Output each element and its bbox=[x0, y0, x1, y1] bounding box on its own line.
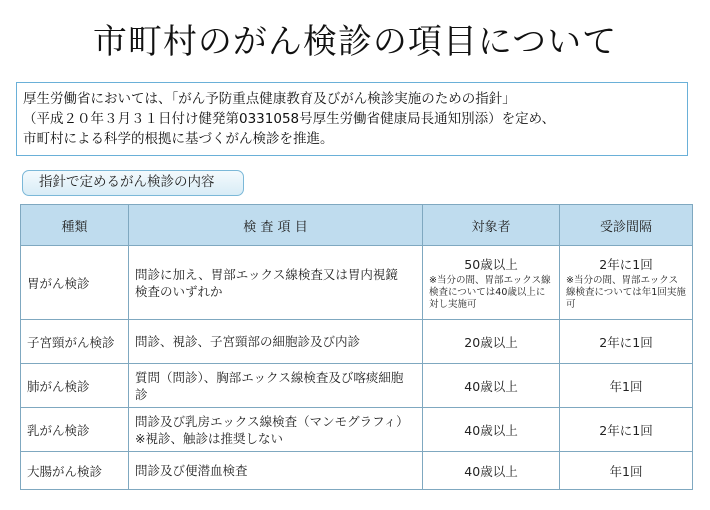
section-label: 指針で定めるがん検診の内容 bbox=[22, 170, 244, 196]
row-type: 大腸がん検診 bbox=[21, 452, 129, 490]
row-items-line-2: ※視診、触診は推奨しない bbox=[135, 430, 283, 446]
header-target: 対象者 bbox=[423, 205, 560, 246]
table-row bbox=[21, 320, 693, 364]
row-items bbox=[129, 452, 423, 490]
row-interval: 年1回 bbox=[560, 364, 693, 408]
row-target: 40歳以上 bbox=[423, 452, 560, 490]
row-items-line-2: 診 bbox=[135, 386, 148, 402]
page-title: 市町村のがん検診の項目について bbox=[92, 22, 618, 62]
row-items-line-1: 質問（問診）、胸部エックス線検査及び喀痰細胞 bbox=[135, 369, 404, 385]
row-target: 40歳以上 bbox=[423, 408, 560, 452]
table-row bbox=[21, 408, 693, 452]
row-items-line-1: 問診に加え、胃部エックス線検査又は胃内視鏡 bbox=[135, 266, 398, 282]
intro-line-1: 厚生労働省においては、「がん予防重点健康教育及びがん検診実施のための指針」 bbox=[23, 91, 516, 107]
header-items: 検 査 項 目 bbox=[129, 205, 423, 246]
screening-table bbox=[20, 204, 693, 490]
header-type: 種類 bbox=[21, 205, 129, 246]
row-target bbox=[423, 246, 560, 320]
row-interval: 年1回 bbox=[560, 452, 693, 490]
row-target: 20歳以上 bbox=[423, 320, 560, 364]
row-target-value: 50歳以上 bbox=[464, 256, 518, 272]
intro-box bbox=[16, 82, 688, 156]
row-interval-note: ※当分の間、胃部エックス線検査については年1回実施可 bbox=[566, 274, 686, 310]
row-items-line-1: 問診、視診、子宮頸部の細胞診及び内診 bbox=[135, 334, 361, 349]
row-target: 40歳以上 bbox=[423, 364, 560, 408]
row-items bbox=[129, 408, 423, 452]
row-target-note: ※当分の間、胃部エックス線検査については40歳以上に対し実施可 bbox=[429, 274, 551, 310]
row-interval-value: 2年に1回 bbox=[599, 256, 653, 272]
row-items bbox=[129, 364, 423, 408]
row-items bbox=[129, 320, 423, 364]
table-row bbox=[21, 246, 693, 320]
row-type: 肺がん検診 bbox=[21, 364, 129, 408]
intro-line-3: 市町村による科学的根拠に基づくがん検診を推進。 bbox=[23, 131, 334, 147]
intro-line-2: （平成２０年３月３１日付け健発第0331058号厚生労働省健康局長通知別添）を定め、 bbox=[23, 111, 556, 127]
table-header-row bbox=[21, 205, 693, 246]
table-row bbox=[21, 452, 693, 490]
row-items-line-2: 検査のいずれか bbox=[135, 283, 223, 299]
row-type: 乳がん検診 bbox=[21, 408, 129, 452]
row-interval: 2年に1回 bbox=[560, 320, 693, 364]
row-items bbox=[129, 246, 423, 320]
row-items-line-1: 問診及び乳房エックス線検査（マンモグラフィ） bbox=[135, 413, 409, 429]
row-interval: 2年に1回 bbox=[560, 408, 693, 452]
row-type: 胃がん検診 bbox=[21, 246, 129, 320]
table-row bbox=[21, 364, 693, 408]
row-type: 子宮頸がん検診 bbox=[21, 320, 129, 364]
header-interval: 受診間隔 bbox=[560, 205, 693, 246]
row-items-line-1: 問診及び便潜血検査 bbox=[135, 463, 248, 478]
row-interval bbox=[560, 246, 693, 320]
